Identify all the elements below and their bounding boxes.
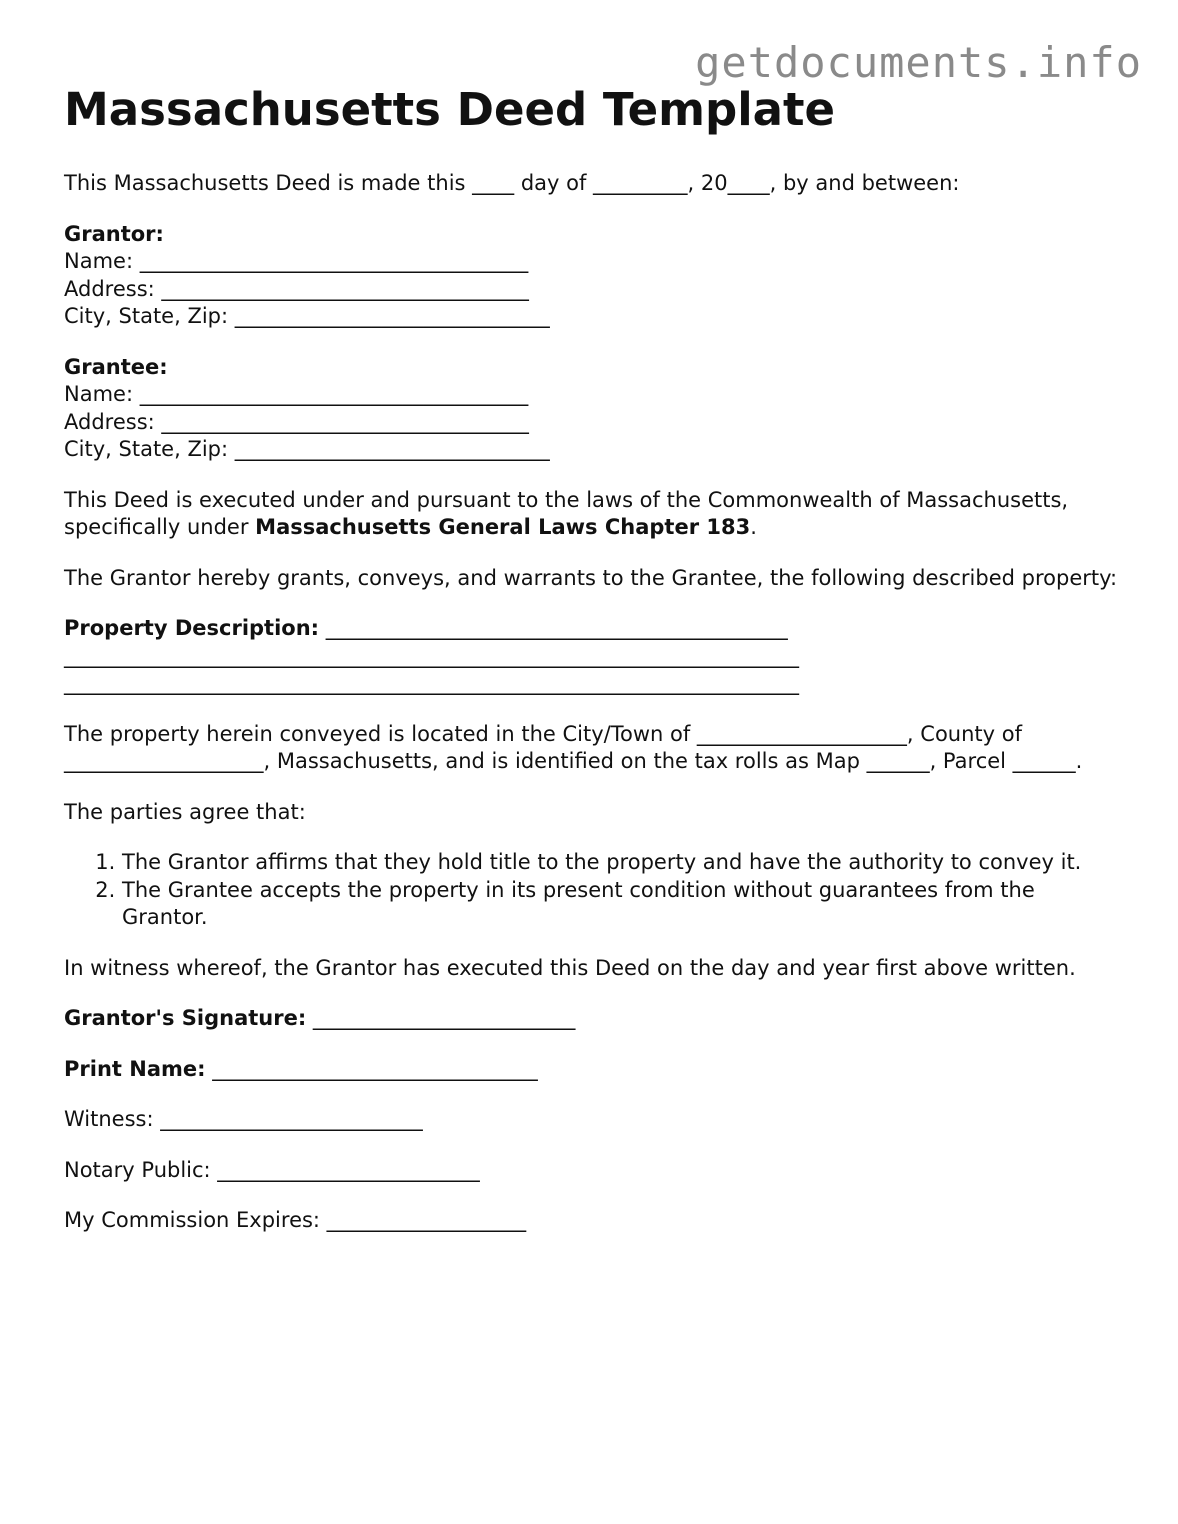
watermark: getdocuments.info — [695, 38, 1142, 87]
property-description-label: Property Description: — [64, 616, 320, 640]
law-period: . — [750, 515, 757, 539]
grantee-section — [64, 354, 1124, 464]
property-description-blank: ____________________________________________ — [319, 616, 788, 640]
print-name-blank: _______________________________ — [205, 1056, 538, 1081]
list-item: 2. The Grantee accepts the property in its present condition without guarantees from the Grantor. — [122, 877, 1124, 932]
grantor-signature-line — [64, 1005, 1124, 1033]
grantee-heading: Grantee: — [64, 354, 168, 379]
law-text: This Deed is executed under and pursuant to the laws of the Commonwealth of Massachusetts, specifically under — [64, 487, 1069, 539]
law-reference: Massachusetts General Laws Chapter 183 — [255, 515, 751, 539]
commission-expires-line: My Commission Expires: ___________________ — [64, 1208, 527, 1232]
grantor-city-line: City, State, Zip: ______________________________ — [64, 304, 550, 328]
grantee-name-line: Name: _____________________________________ — [64, 382, 529, 406]
grantor-signature-blank: _________________________ — [306, 1006, 576, 1030]
notary-public-line: Notary Public: _________________________ — [64, 1157, 480, 1182]
grantee-city-line: City, State, Zip: ______________________________ — [64, 437, 550, 461]
property-description-line — [64, 615, 1124, 643]
print-name-label: Print Name: — [64, 1056, 206, 1081]
grantor-signature-label: Grantor's Signature: — [64, 1006, 307, 1030]
deed-document — [64, 82, 1124, 1235]
witness-signature-line: Witness: _________________________ — [64, 1107, 423, 1131]
grant-paragraph: The Grantor hereby grants, conveys, and warrants to the Grantee, the following described property: — [64, 565, 1118, 590]
grantor-heading: Grantor: — [64, 221, 164, 246]
grantor-address-line: Address: ___________________________________ — [64, 276, 529, 301]
print-name-line — [64, 1056, 1124, 1084]
property-section — [64, 615, 1124, 698]
agree-paragraph: The parties agree that: — [64, 799, 306, 824]
property-description-blank-line: ______________________________________________________________________ — [64, 643, 799, 668]
intro-paragraph: This Massachusetts Deed is made this ____ day of _________, 20____, by and between: — [64, 171, 960, 195]
agreement-list — [64, 849, 1124, 932]
list-item: 1. The Grantor affirms that they hold title to the property and have the authority to convey it. — [122, 849, 1124, 877]
law-paragraph — [64, 487, 1124, 542]
page-title: Massachusetts Deed Template — [64, 83, 836, 136]
property-description-blank-line: ______________________________________________________________________ — [64, 671, 799, 695]
grantor-section — [64, 221, 1124, 331]
location-paragraph: The property herein conveyed is located in the City/Town of ____________________, County of ___________________, Massachusetts, and is identified on the tax rolls as Map ______, Parcel ______. — [64, 721, 1083, 773]
witness-paragraph: In witness whereof, the Grantor has executed this Deed on the day and year first above written. — [64, 955, 1076, 980]
grantor-name-line: Name: _____________________________________ — [64, 249, 529, 273]
grantee-address-line: Address: ___________________________________ — [64, 409, 529, 434]
